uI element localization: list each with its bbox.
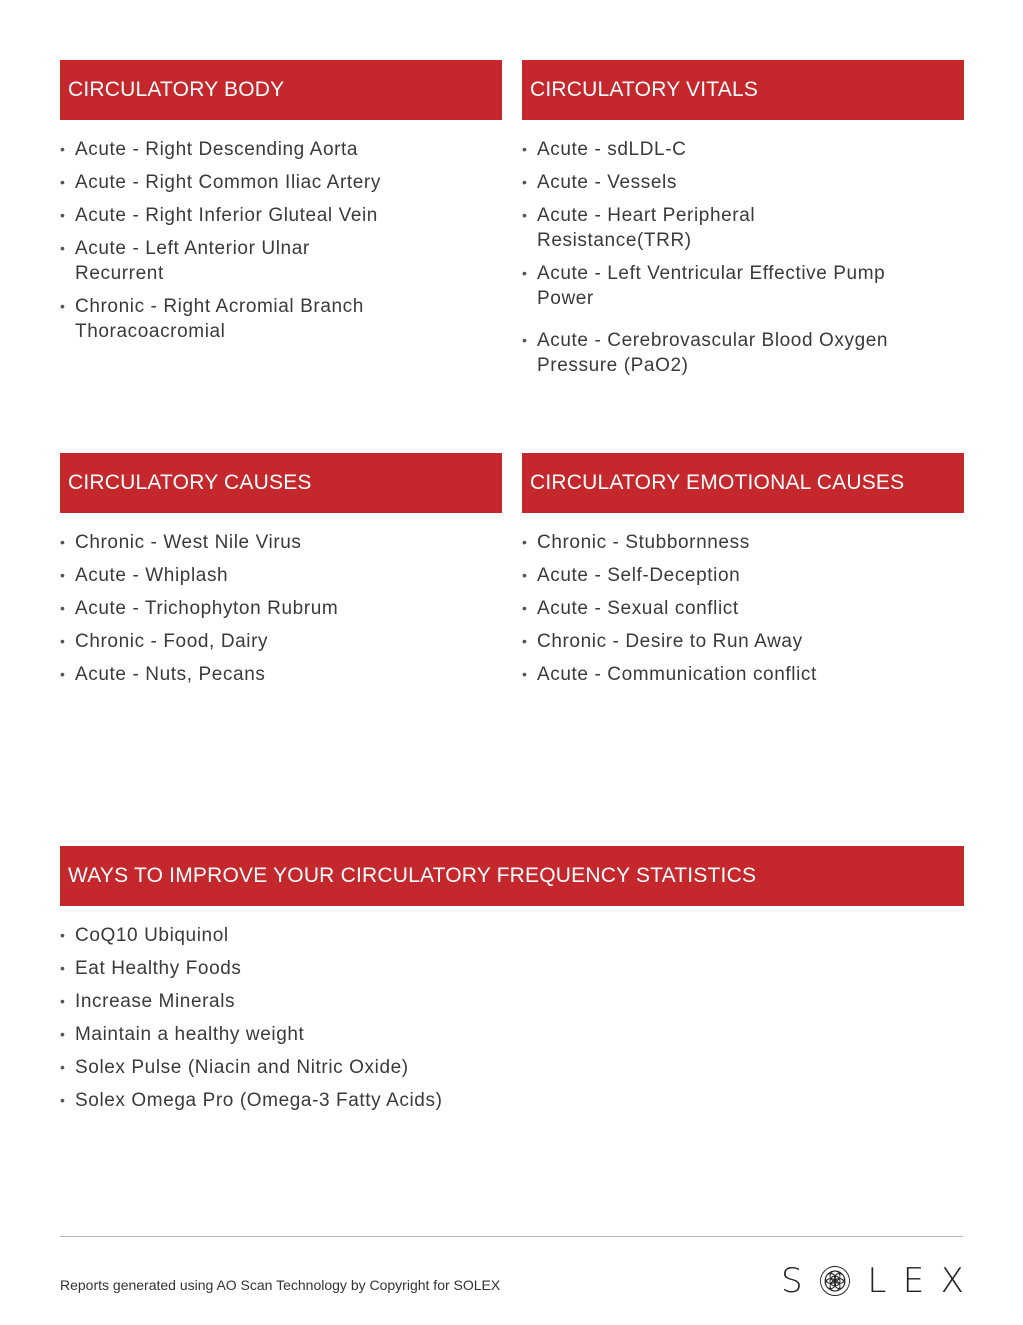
section-circulatory-vitals xyxy=(522,60,964,386)
list-item: • Acute - Right Common Iliac Artery xyxy=(60,170,390,195)
list-item: • Acute - Trichophyton Rubrum xyxy=(60,596,502,621)
list-item: • Chronic - Food, Dairy xyxy=(60,629,502,654)
list-item: • CoQ10 Ubiquinol xyxy=(60,923,964,948)
item-list xyxy=(60,923,964,1113)
section-title: CIRCULATORY EMOTIONAL CAUSES xyxy=(522,453,964,513)
list-item: • Acute - Vessels xyxy=(522,170,902,195)
flower-of-life-icon xyxy=(819,1265,851,1297)
section-circulatory-causes xyxy=(60,453,502,695)
section-ways-to-improve xyxy=(60,846,964,1121)
list-item: • Acute - Right Descending Aorta xyxy=(60,137,390,162)
list-item: • Acute - Left Anterior Ulnar Recurrent xyxy=(60,236,390,286)
section-title: CIRCULATORY BODY xyxy=(60,60,502,120)
list-item: • Acute - Heart Peripheral Resistance(TRR) xyxy=(522,203,902,253)
item-list xyxy=(522,137,902,378)
section-circulatory-body xyxy=(60,60,502,352)
section-circulatory-emotional-causes xyxy=(522,453,964,695)
list-item: • Acute - Left Ventricular Effective Pump Power xyxy=(522,261,902,311)
list-item: • Chronic - Desire to Run Away xyxy=(522,629,964,654)
logo-letter-x: X xyxy=(940,1261,964,1301)
section-title: CIRCULATORY VITALS xyxy=(522,60,964,120)
list-item: • Acute - Right Inferior Gluteal Vein xyxy=(60,203,390,228)
footer-copyright: Reports generated using AO Scan Technology by Copyright for SOLEX xyxy=(60,1277,501,1293)
solex-logo xyxy=(781,1262,964,1300)
list-item: • Solex Pulse (Niacin and Nitric Oxide) xyxy=(60,1055,964,1080)
list-item: • Chronic - Right Acromial Branch Thoracoacromial xyxy=(60,294,390,344)
item-list xyxy=(60,530,502,687)
logo-letter-l: L xyxy=(867,1261,887,1301)
footer-divider xyxy=(60,1236,963,1237)
list-item: • Acute - Cerebrovascular Blood Oxygen Pressure (PaO2) xyxy=(522,328,902,378)
item-list xyxy=(60,137,390,344)
list-item: • Acute - Whiplash xyxy=(60,563,502,588)
logo-letter-e: E xyxy=(902,1261,925,1301)
list-item: • Acute - Self-Deception xyxy=(522,563,964,588)
list-item: • Chronic - West Nile Virus xyxy=(60,530,502,555)
section-title: WAYS TO IMPROVE YOUR CIRCULATORY FREQUENCY STATISTICS xyxy=(60,846,964,906)
list-item: • Acute - Sexual conflict xyxy=(522,596,964,621)
logo-letter-s: S xyxy=(781,1261,803,1301)
list-item: • Increase Minerals xyxy=(60,989,964,1014)
list-item: • Chronic - Stubbornness xyxy=(522,530,964,555)
section-title: CIRCULATORY CAUSES xyxy=(60,453,502,513)
list-item: • Acute - Communication conflict xyxy=(522,662,964,687)
list-item: • Solex Omega Pro (Omega-3 Fatty Acids) xyxy=(60,1088,964,1113)
item-list xyxy=(522,530,964,687)
list-item: • Maintain a healthy weight xyxy=(60,1022,964,1047)
list-item: • Acute - sdLDL-C xyxy=(522,137,902,162)
list-item: • Acute - Nuts, Pecans xyxy=(60,662,502,687)
list-item: • Eat Healthy Foods xyxy=(60,956,964,981)
